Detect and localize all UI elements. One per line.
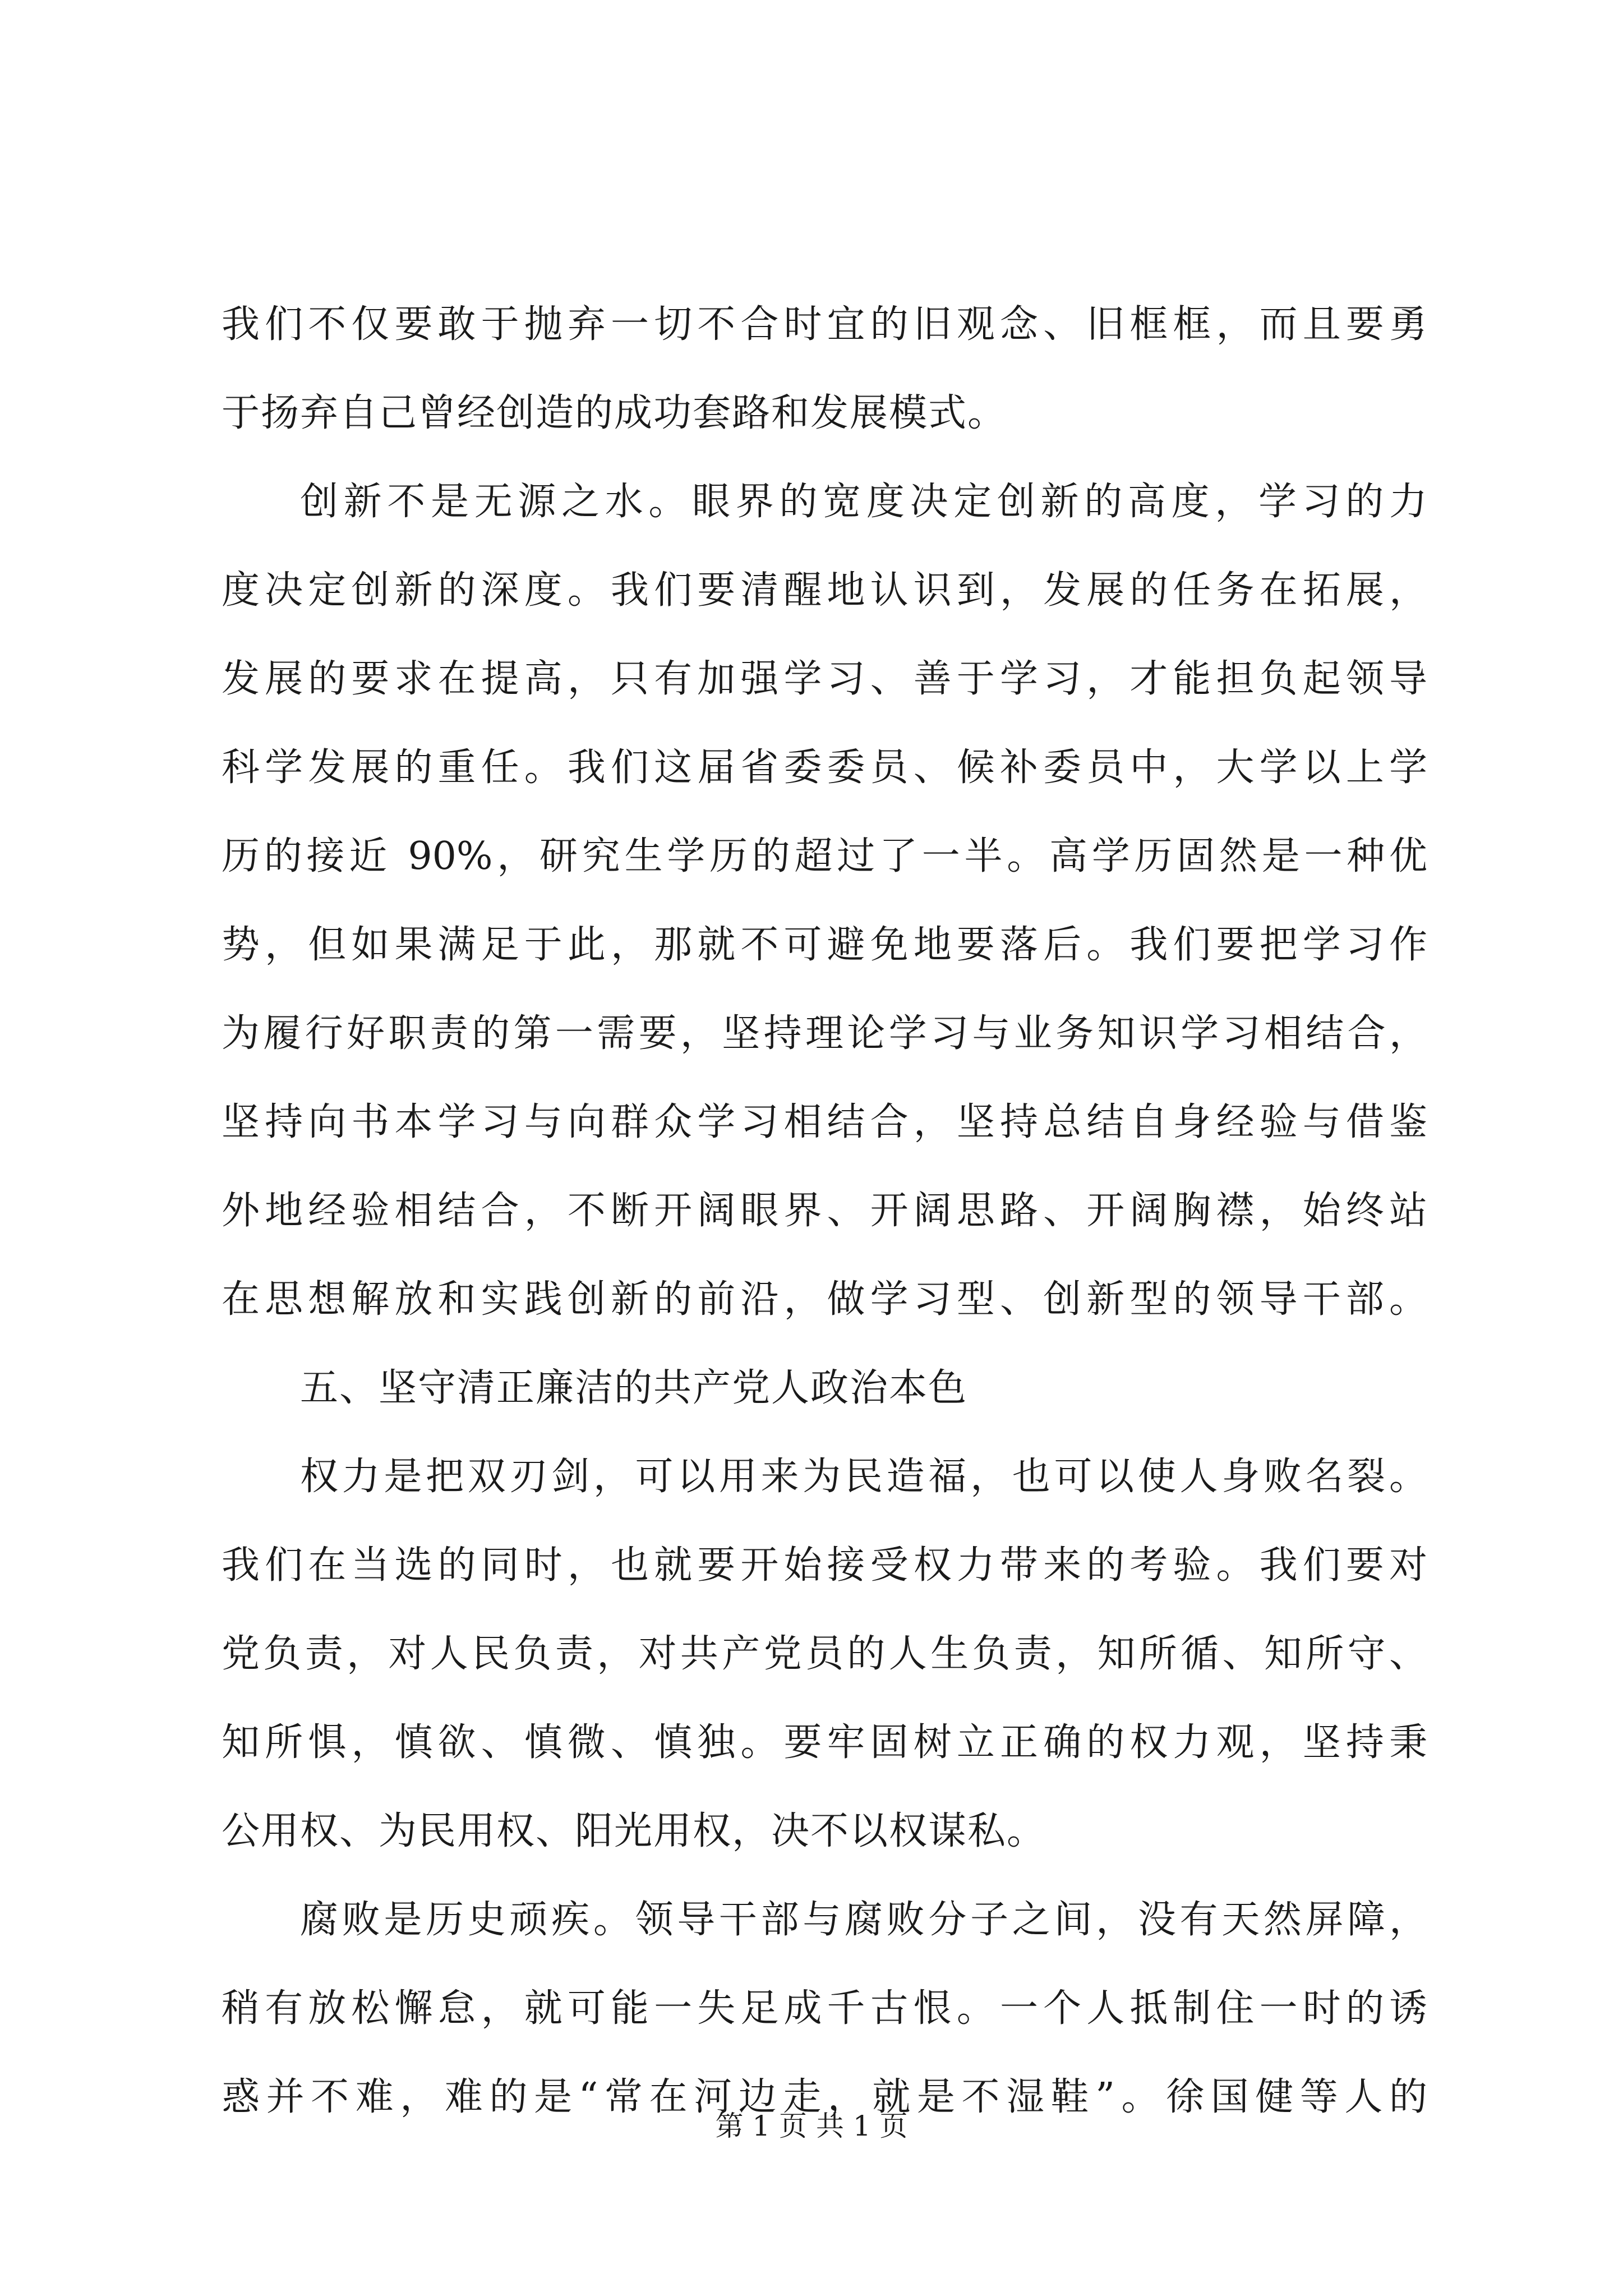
- text-line: 势，但如果满足于此，那就不可避免地要落后。我们要把学习作: [222, 923, 1427, 967]
- text-line: 党负责，对人民负责，对共产党员的人生负责，知所循、知所守、: [222, 1632, 1427, 1676]
- section-heading: 五、坚守清正廉洁的共产党人政治本色: [300, 1366, 968, 1410]
- text-line: 外地经验相结合，不断开阔眼界、开阔思路、开阔胸襟，始终站: [222, 1189, 1427, 1233]
- paragraph-start-line: 创新不是无源之水。眼界的宽度决定创新的高度，学习的力: [300, 480, 1427, 524]
- text-line: 为履行好职责的第一需要，坚持理论学习与业务知识学习相结合，: [222, 1011, 1427, 1056]
- document-body: [222, 280, 1427, 2142]
- text-line: 知所惧，慎欲、慎微、慎独。要牢固树立正确的权力观，坚持秉: [222, 1720, 1427, 1765]
- text-line: 我们不仅要敢于抛弃一切不合时宜的旧观念、旧框框，而且要勇: [222, 302, 1427, 347]
- text-line: 稍有放松懈怠，就可能一失足成千古恨。一个人抵制住一时的诱: [222, 1986, 1427, 2031]
- text-line: 我们在当选的同时，也就要开始接受权力带来的考验。我们要对: [222, 1543, 1427, 1588]
- text-line: 于扬弃自己曾经创造的成功套路和发展模式。: [222, 391, 1007, 435]
- page-footer: 第 1 页 共 1 页: [715, 2110, 908, 2142]
- text-line: 坚持向书本学习与向群众学习相结合，坚持总结自身经验与借鉴: [222, 1100, 1427, 1144]
- text-line: 发展的要求在提高，只有加强学习、善于学习，才能担负起领导: [222, 657, 1427, 701]
- text-line: 科学发展的重任。我们这届省委委员、候补委员中，大学以上学: [222, 746, 1427, 790]
- text-line: 度决定创新的深度。我们要清醒地认识到，发展的任务在拓展，: [222, 568, 1427, 613]
- text-line: 公用权、为民用权、阳光用权，决不以权谋私。: [222, 1809, 1046, 1853]
- paragraph-start-line: 腐败是历史顽疾。领导干部与腐败分子之间，没有天然屏障，: [300, 1898, 1427, 1942]
- text-line: 在思想解放和实践创新的前沿，做学习型、创新型的领导干部。: [222, 1277, 1427, 1322]
- text-line: 惑并不难，难的是“常在河边走，就是不湿鞋”。徐国健等人的: [222, 2075, 1427, 2119]
- text-line: 历的接近 90%，研究生学历的超过了一半。高学历固然是一种优: [222, 834, 1427, 878]
- paragraph-start-line: 权力是把双刃剑，可以用来为民造福，也可以使人身败名裂。: [300, 1455, 1427, 1499]
